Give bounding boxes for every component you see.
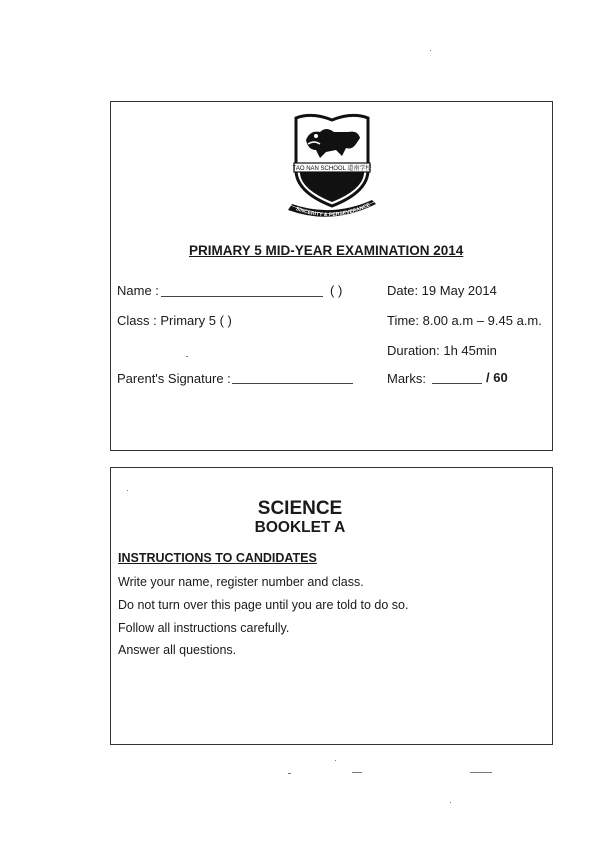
exam-date: Date: 19 May 2014 <box>387 283 497 298</box>
scan-speck <box>470 772 492 773</box>
scan-speck <box>288 773 291 774</box>
instructions-title: INSTRUCTIONS TO CANDIDATES <box>118 551 317 565</box>
marks-label: Marks: <box>387 371 426 386</box>
class-label: Class : Primary 5 ( ) <box>117 313 232 328</box>
name-input-line[interactable] <box>161 296 323 297</box>
school-crest-logo <box>286 110 378 226</box>
subject-title: SCIENCE <box>257 498 343 519</box>
register-number-brackets: ( ) <box>330 283 343 298</box>
scan-speck <box>186 356 188 357</box>
instruction-item: Do not turn over this page until you are told to do so. <box>118 598 409 612</box>
exam-time: Time: 8.00 a.m – 9.45 a.m. <box>387 313 542 328</box>
instruction-item: Follow all instructions carefully. <box>118 621 290 635</box>
parent-signature-line[interactable] <box>232 383 353 384</box>
crest-school-name: TAO NAN SCHOOL 道南学校 <box>292 166 372 172</box>
crest-motto: SINCERITY & PERSEVERANCE <box>294 202 372 219</box>
instruction-item: Answer all questions. <box>118 643 237 657</box>
exam-title: PRIMARY 5 MID-YEAR EXAMINATION 2014 <box>189 243 464 258</box>
instruction-item: Write your name, register number and class. <box>118 575 364 589</box>
scan-speck <box>127 490 128 491</box>
scan-speck <box>430 50 431 51</box>
name-label: Name : <box>117 283 159 298</box>
marks-input-line[interactable] <box>432 383 482 384</box>
booklet-title: BOOKLET A <box>254 519 346 536</box>
scan-speck <box>352 772 362 773</box>
scan-speck <box>450 802 451 803</box>
scan-speck <box>335 760 336 761</box>
exam-duration: Duration: 1h 45min <box>387 343 497 358</box>
parent-signature-label: Parent's Signature : <box>117 371 231 386</box>
marks-total: / 60 <box>486 370 508 385</box>
